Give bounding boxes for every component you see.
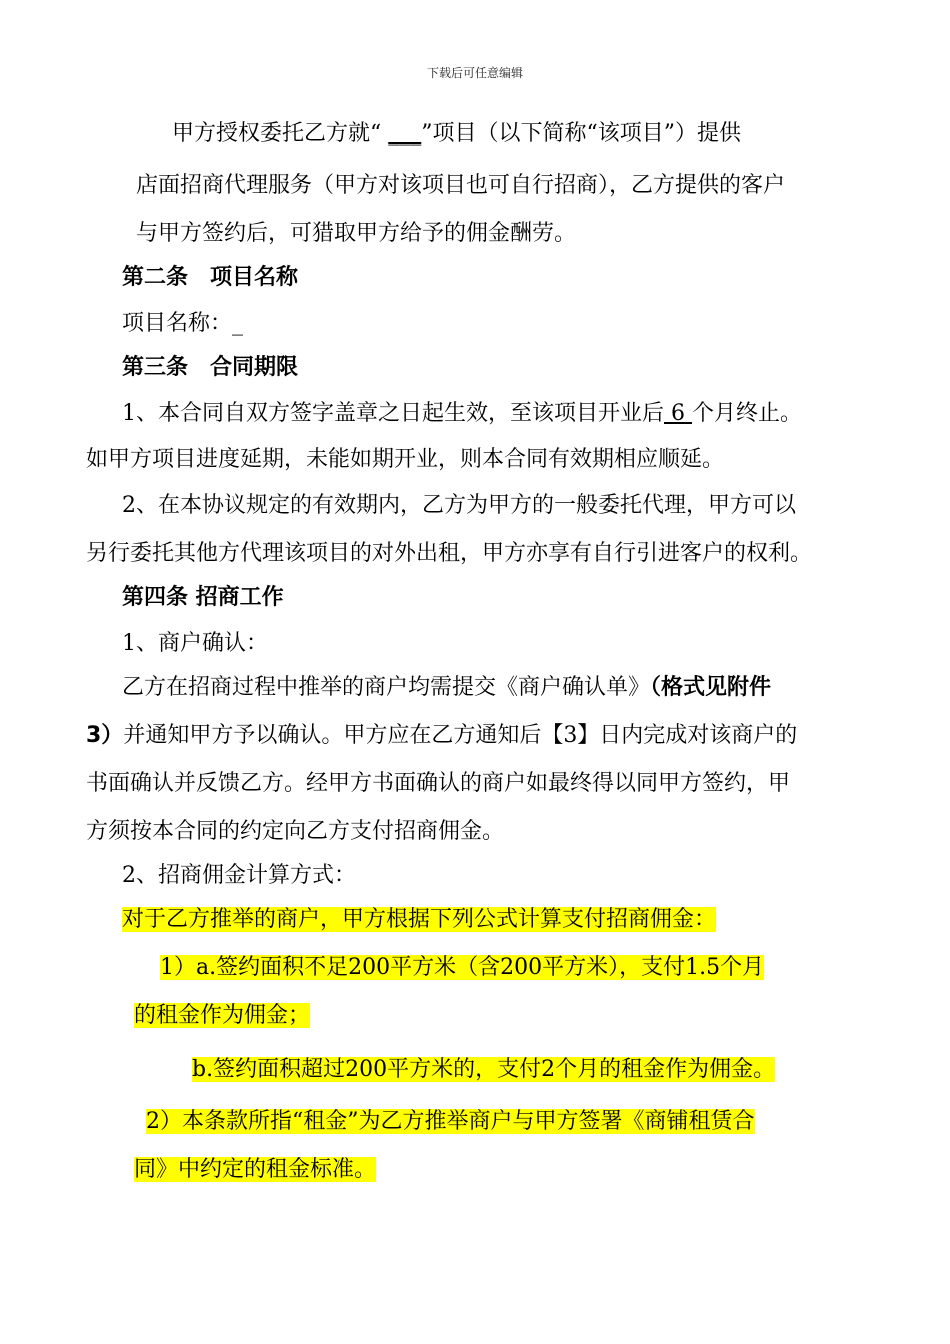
term-months-value: 6 [664,401,692,426]
intro-text-b: ”项目（以下简称“该项目”）提供 [421,121,741,146]
merchant-confirm-text-b: 并通知甲方予以确认。甲方应在乙方通知后【3】日内完成对该商户的 [123,723,798,748]
intro-line-3: 与甲方签约后，可猎取甲方给予的佣金酬劳。 [136,221,577,246]
commission-rule-a-line-2 [134,1000,310,1032]
project-name-label: 项目名称： [122,311,233,336]
commission-rule-a-text: 1）a.签约面积不足200平方米（含200平方米），支付1.5个月 [160,955,765,980]
project-name-value: _ [232,311,244,336]
intro-line-2: 店面招商代理服务（甲方对该项目也可自行招商），乙方提供的客户 [136,173,786,198]
merchant-confirm-line-4: 方须按本合同的约定向乙方支付招商佣金。 [86,819,505,844]
article-3-title: 第三条 合同期限 [122,355,299,380]
term-clause-1-text-a: 1、本合同自双方签字盖章之日起生效，至该项目开业后 [122,401,664,426]
intro-text-a: 甲方授权委托乙方就“ [172,121,389,146]
article-2-title: 第二条 项目名称 [122,265,299,290]
page-header: 下载后可任意编辑 [426,66,523,80]
commission-rule-b [192,1054,775,1086]
project-blank: ___ [388,121,422,146]
project-name-row [122,308,243,340]
merchant-confirm-title: 1、商户确认： [122,631,268,656]
rent-definition-line-1 [146,1106,755,1138]
term-clause-1 [122,398,802,430]
intro-line-1 [172,118,741,150]
article-4-title: 第四条 招商工作 [122,585,284,610]
term-clause-2-line-2: 另行委托其他方代理该项目的对外出租，甲方亦享有自行引进客户的权利。 [86,541,813,566]
merchant-confirm-line-2 [86,720,797,752]
commission-rule-a-text-cont: 的租金作为佣金； [134,1003,311,1028]
attachment-ref: （格式见附件 [650,675,772,700]
term-clause-1-text-b: 个月终止。 [691,401,802,426]
attachment-ref-end: 3） [86,723,124,748]
commission-intro [122,904,716,936]
merchant-confirm-line-3: 书面确认并反馈乙方。经甲方书面确认的商户如最终得以同甲方签约，甲 [86,771,791,796]
rent-definition-text: 2）本条款所指“租金”为乙方推举商户与甲方签署《商铺租赁合 [146,1109,755,1134]
term-clause-1-line-2: 如甲方项目进度延期，未能如期开业，则本合同有效期相应顺延。 [86,447,725,472]
commission-rule-a-line-1 [160,952,764,984]
commission-title: 2、招商佣金计算方式： [122,863,356,888]
rent-definition-line-2 [134,1154,376,1186]
rent-definition-text-cont: 同》中约定的租金标准。 [134,1157,377,1182]
commission-intro-text: 对于乙方推举的商户，甲方根据下列公式计算支付招商佣金： [122,907,717,932]
commission-rule-b-text: b.签约面积超过200平方米的，支付2个月的租金作为佣金。 [192,1057,776,1082]
term-clause-2-line-1: 2、在本协议规定的有效期内，乙方为甲方的一般委托代理，甲方可以 [122,493,796,518]
merchant-confirm-line-1 [122,672,771,704]
merchant-confirm-text-a: 乙方在招商过程中推举的商户均需提交《商户确认单》 [122,675,651,700]
